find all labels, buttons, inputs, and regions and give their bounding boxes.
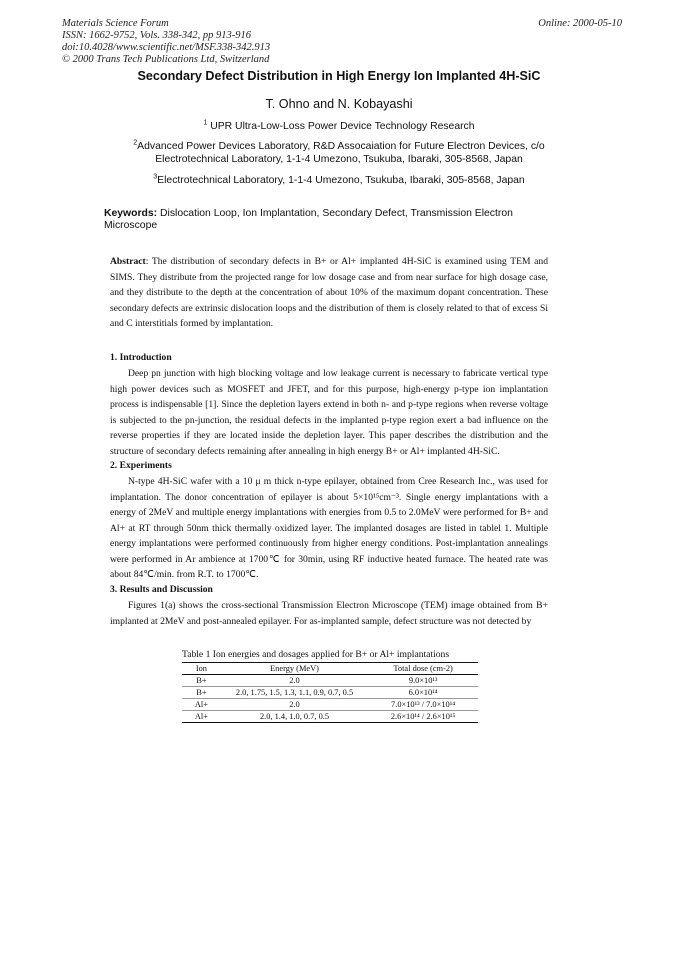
col-dose: Total dose (cm-2) [368,663,478,675]
experiments-text: N-type 4H-SiC wafer with a 10 μ m thick n-type epilayer, obtained from Cree Research Inc., was used for implantation. The donor concentration of epilayer is about 5×10¹⁵cm⁻³. Single energy implantations with a energy of 2MeV and multiple energy implantations with energies from 0.5 to 2.0MeV were performed for B+ and Al+ at RT through 50nm thick thermally oxidized layer. The implanted dosages are listed in tablel 1. Multiple energy implantations were performed continuously from higher energy conditions. Post-implantation annealings were performed in Ar ambience at 1700℃ for 30min, using RF inductive heated furnace. The heated rate was about 84℃/min. from R.T. to 1700℃. [110,476,548,580]
abstract-label: Abstract [110,256,146,267]
paper-title: Secondary Defect Distribution in High Energy Ion Implanted 4H-SiC [137,69,541,83]
journal-header [62,18,622,66]
keywords [104,208,544,232]
experiments-heading: 2. Experiments [110,460,172,471]
col-ion: Ion [182,663,221,675]
online-date: Online: 2000-05-10 [538,18,622,29]
results-text: Figures 1(a) shows the cross-sectional Transmission Electron Microscope (TEM) image obtained from B+ implanted at 2MeV and post-annealed epilayer. For as-implanted sample, defect structure was not detected by [110,600,548,627]
abstract-text: : The distribution of secondary defects in B+ or Al+ implanted 4H-SiC is examined using TEM and SIMS. They distribute from the projected range for low dosage case and from near surface for high dosage case, and they distribute to the depth at the concentration of about 10% of the maximum dopant concentration. These secondary defects are extrinsic dislocation loops and the distribution of them is closely related to that of excess Si and C interstitials formed by implantation. [110,256,548,329]
col-energy: Energy (MeV) [221,663,368,675]
table-row: Al+ 2.0, 1.4, 1.0, 0.7, 0.5 2.6×10¹⁴ / 2.6×10¹⁵ [182,711,478,723]
doi-line: doi:10.4028/www.scientific.net/MSF.338-342.913 [62,42,271,53]
intro-heading: 1. Introduction [110,352,172,363]
issn-line: ISSN: 1662-9752, Vols. 338-342, pp 913-916 [62,30,251,41]
affiliation-1: $^1$ UPR Ultra-Low-Loss Power Device Technology Research [203,119,475,132]
journal-name: Materials Science Forum [62,18,169,29]
table-caption: Table 1 Ion energies and dosages applied for B+ or Al+ implantations [182,649,450,660]
table-row: Al+ 2.0 7.0×10¹³ / 7.0×10¹⁴ [182,699,478,711]
table-header-row [182,663,478,675]
dosage-table [182,662,478,723]
paper-authors [0,97,678,111]
authors-text: T. Ohno and N. Kobayashi [265,97,413,111]
copyright-line: © 2000 Trans Tech Publications Ltd, Switzerland [62,54,270,65]
intro-text: Deep pn junction with high blocking voltage and low leakage current is necessary to fabricate vertical type high power devices such as MOSFET and JFET, and for this purpose, high-energy p-type ion implantation process is indispensable [1]. Since the depletion layers extend in both n- and p-type regions when reverse voltage is subjected to the pn-junction, the residual defects in the implanted p-type region exert a bad influence on the reverse properties if they are located inside the depletion layer. This paper describes the distribution and the structure of secondary defects remaining after annealing in high energy B+ or Al+ implanted 4H-SiC. [110,368,548,457]
keywords-text: Dislocation Loop, Ion Implantation, Secondary Defect, Transmission Electron Microscope [104,208,513,231]
affiliation-2: $^2$Advanced Power Devices Laboratory, R&D Assocaiation for Future Electron Devices, c/o Electrotechnical Laboratory, 1-1-4 Umezono, Tsukuba, Ibaraki, 305-8568, Japan [133,139,545,165]
affiliation-3: $^3$Electrotechnical Laboratory, 1-1-4 Umezono, Tsukuba, Ibaraki, 305-8568, Japan [153,173,525,186]
table-row: B+ 2.0, 1.75, 1.5, 1.3, 1.1, 0.9, 0.7, 0.5 6.0×10¹⁴ [182,687,478,699]
abstract [110,254,548,332]
keywords-label: Keywords: [104,208,158,219]
table-row: B+ 2.0 9.0×10¹³ [182,675,478,687]
results-heading: 3. Results and Discussion [110,584,213,595]
